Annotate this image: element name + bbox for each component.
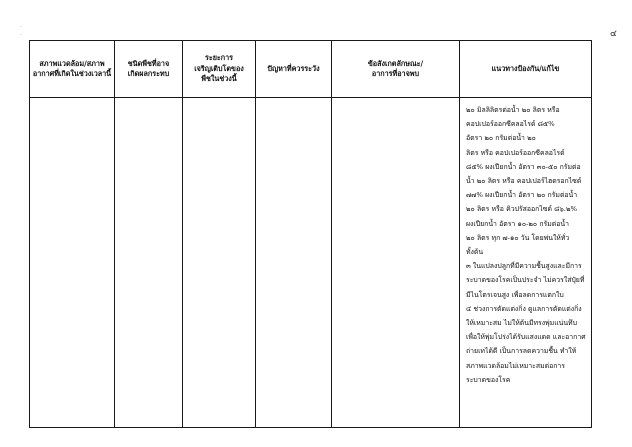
table-cell-environment: [30, 98, 115, 428]
column-header-affected-crops: ชนิดพืชที่อาจ เกิดผลกระทบ: [115, 41, 183, 98]
table-cell-problems-to-watch: [256, 98, 332, 428]
column-header-growth-stage: ระยะการ เจริญเติบโตของ พืชในช่วงนี้: [183, 41, 256, 98]
column-header-prevention-solution: แนวทางป้องกัน/แก้ไข: [460, 41, 592, 98]
page-number: ๔: [610, 29, 617, 39]
scan-artifact: ·: [20, 32, 22, 39]
scan-artifact: ·: [20, 24, 22, 31]
header-row: [30, 41, 592, 98]
table-cell-prevention-solution: ๒๐ มิลลิลิตรต่อน้ำ ๒๐ ลิตร หรือ คอปเปอร์ออกซีคลอไรด์ ๘๕% อัตรา ๒๐ กรัมต่อน้ำ ๒๐ ลิตร หรือ คอปเปอร์ออกซีคลอไรด์ ๘๕% ผงเปียกน้ำ อัตรา ๓๐-๕๐ กรัมต่อ น้ำ ๒๐ ลิตร หรือ คอปเปอร์ไฮดรอกไซด์ ๗๗% ผงเปียกน้ำ อัตรา ๒๐ กรัมต่อน้ำ ๒๐ ลิตร หรือ คิวปรัสออกไซด์ ๘๖.๒% ผงเปียกน้ำ อัตรา ๑๐-๒๐ กรัมต่อน้ำ ๒๐ ลิตร ทุก ๗-๑๐ วัน โดยพ่นให้ทั่ว ทั้งต้น ๓ ในแปลงปลูกที่มีความชื้นสูงและมีการ ระบาดของโรคเป็นประจำ ไม่ควรใส่ปุ๋ยที่ มีไนโตรเจนสูง เพื่อลดการแตกใบ ๔ ช่วงการตัดแต่งกิ่ง ดูแลการตัดแต่งกิ่ง ให้เหมาะสม ไม่ให้ต้นมีทรงพุ่มแน่นทึบ เพื่อให้พุ่มโปร่งได้รับแสงแดด และอากาศ ถ่ายเทได้ดี เป็นการลดความชื้น ทำให้ สภาพแวดล้อมไม่เหมาะสมต่อการ ระบาดของโรค: [460, 98, 592, 428]
table-header: [30, 41, 592, 98]
table-cell-affected-crops: [115, 98, 183, 428]
table-cell-growth-stage: [183, 98, 256, 428]
table-cell-symptoms: [332, 98, 460, 428]
column-header-problems-to-watch: ปัญหาที่ควรระวัง: [256, 41, 332, 98]
column-header-environment: สภาพแวดล้อม/สภาพ อากาศที่เกิดในช่วงเวลานี้: [30, 41, 115, 98]
column-header-symptoms: ข้อสังเกตลักษณะ/ อาการที่อาจพบ: [332, 41, 460, 98]
guideline-table: [29, 40, 592, 428]
table-row: [30, 98, 592, 428]
